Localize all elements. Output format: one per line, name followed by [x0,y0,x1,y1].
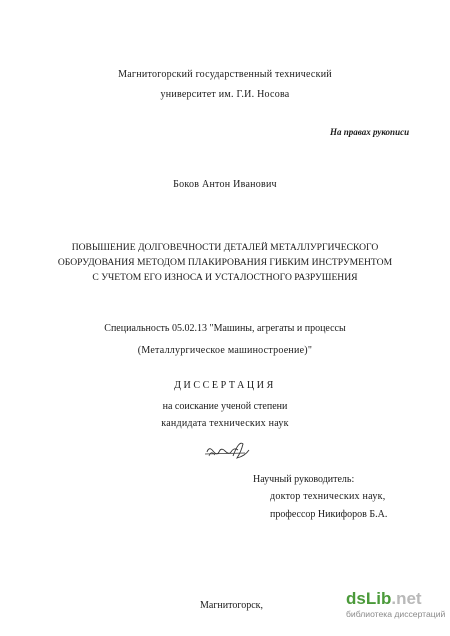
logo-part-2: .net [391,589,422,608]
institution-line-2: университет им. Г.И. Носова [160,89,290,100]
handwritten-signature-icon [203,438,263,464]
dslib-subtitle: библиотека диссертаций [346,609,446,619]
dslib-logo [346,589,422,609]
work-type-heading: ДИССЕРТАЦИЯ [174,380,276,391]
author-name: Боков Антон Иванович [173,179,277,190]
supervisor-line-1: Научный руководитель: [253,474,355,485]
work-type-line-1: на соискание ученой степени [162,401,288,412]
supervisor-line-2: доктор технических наук, [270,491,386,502]
work-type-line-2: кандидата технических наук [161,418,289,429]
title-line-1: ПОВЫШЕНИЕ ДОЛГОВЕЧНОСТИ ДЕТАЛЕЙ МЕТАЛЛУРГИЧЕСКОГО [71,242,379,253]
specialty-line-2: (Металлургическое машиностроение)" [137,345,313,356]
manuscript-note: На правах рукописи [330,127,410,137]
title-line-3: С УЧЕТОМ ЕГО ИЗНОСА И УСТАЛОСТНОГО РАЗРУШЕНИЯ [92,272,358,283]
city-line: Магнитогорск, [200,600,264,611]
logo-part-1: dsLib [346,589,392,608]
supervisor-line-3: профессор Никифоров Б.А. [270,509,388,520]
dslib-watermark [346,589,446,629]
title-line-2: ОБОРУДОВАНИЯ МЕТОДОМ ПЛАКИРОВАНИЯ ГИБКИМ ИНСТРУМЕНТОМ [57,257,393,268]
specialty-line-1: Специальность 05.02.13 "Машины, агрегаты и процессы [104,323,346,334]
institution-line-1: Магнитогорский государственный технический [118,69,332,80]
